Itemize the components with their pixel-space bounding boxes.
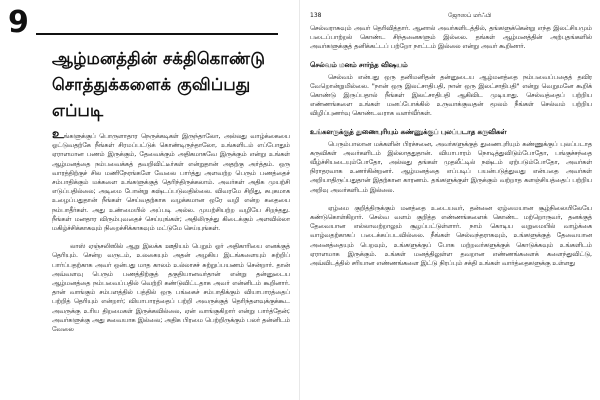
section-heading: செல்வம் மனம் சார்ந்த விஷயம் <box>310 60 408 69</box>
left-body <box>52 130 290 343</box>
page-number: 138 <box>310 12 322 19</box>
paragraph-text: லாஸ் ஏஞ்சலிஸில் ஆறு இலக்க ஊதியம் பெறும் ஓர் அதிகாரியை எனக்குத் தெரியும். சென்ற வருடம், உலகையும் அதன் அழகிய இடங்களையும் சுற்றிப் பார்ப்பதற்காக அவர் ஒன்பது மாத காலம் உல்லாசச் சுற்றுப்பயணம் சென்றார். தான் அவ்வளவு பெரும் பணத்திற்குத் தகுதியானவர்தான் என்று தன்னுடைய ஆழ்மனத்தை நம்பவைப்பதில் வெற்றி கண்டுவிட்டதாக அவர் என்னிடம் கூறினார். தான் வாங்கும் சம்பளத்தில் பத்தில் ஒரு பங்கைச் சம்பாதிக்கும் வியாபாரத்தைப் பற்றித் தெரியும் என்றார்; வியாபாரத்தைப் பற்றி அவருக்குத் தெரிந்தளவுக்குக்கூட அவருக்கு உரிய திறமைகள் இருக்கவில்லை, ஏன் வாங்குகிறார் என்று பார்த்தேன்; அவர்களுக்கு அது சுவையாக இல்லை; அதிக பிரமை பெற்றிருக்கும் பலர் தன்னிடம் வேலை <box>52 243 290 334</box>
section-heading: உங்களருக்குத் துணைபுரியும் கண்ணுக்குப் புலப்படாத கருவிகள் <box>310 127 507 136</box>
paragraph <box>52 242 290 334</box>
chapter-title <box>52 46 288 124</box>
paragraph: ஏழ்மை குறித்திருக்கும் மனத்தை உடையவர், தன்னை ஏழ்மையான சூழ்நிலையிலேயே கண்டுகொள்கிறார். செல்வ வளம் குறித்த எண்ணங்களைக் கொண்ட மற்றொருவர், தனக்குத் தேவையான எல்லாவற்றாலும் சூழப்பட்டுள்ளார். நாம் கொடிய வறுமையில் வாழ்க்கை வாழ்வதற்காகப் படைக்கப்படவில்லை. நீங்கள் செல்வந்தராகவும், உங்களுக்குத் தேவையான அனைத்தையும் பெறவும், உங்களுக்குப் போக மற்றவர்களுக்குக் கொடுக்கவும் உங்களிடம் ஏராளமாக இருக்கும். உங்கள் மனத்திலுள்ள தவறான எண்ணங்களைக் களைந்துவிட்டு, அவ்விடத்தில் சரியான எண்ணங்களை இட்டு நிரப்பும் சக்தி உங்கள் வார்த்தைகளுக்கு உள்ளது <box>310 204 592 268</box>
right-body <box>310 24 592 284</box>
paragraph: செல்வம் என்பது ஒரு தனிமனிதன் தன்னுடைய ஆழ்மனத்தை நம்பவைப்பதைத் தவிர வேறொன்றுமில்லை. "நான் ஒரு இலட்சாதிபதி, நான் ஒரு இலட்சாதிபதி" என்று வெறுமனே கூறிக் கொண்டு இருப்பதால் நீங்கள் இலட்சாதிபதி ஆகிவிட முடியாது. செல்வத்தைப் பற்றிய எண்ணங்களை உங்கள் மனப்போக்கில் உருவாக்குவதன் மூலம் நீங்கள் செல்வம் பற்றிய விழிப்புணர்வு கொண்டவராக வளர்வீர்கள். <box>310 73 592 118</box>
chapter-title-line-1: ஆழ்மனத்தின் சக்திகொண்டு <box>52 49 266 68</box>
chapter-rule <box>36 33 278 35</box>
paragraph: செல்வராசுவும் அவர் தெரிவித்தார். ஆனால் அவர்களிடத்தில், தங்களுக்கென்று எந்த இலட்சியமும் படைப்பாற்றல் கொண்ட சிந்தனைகளும் இல்லை. தங்கள் ஆழ்மனத்தின் அற்புதங்களில் அவர்களுக்குத் தனிக்கட்டப் பற்றோ நாட்டம் இல்லை என்று அவர் கூறினார். <box>310 25 592 51</box>
right-page <box>300 0 600 400</box>
chapter-title-line-2: சொத்துக்களைக் குவிப்பது எப்படி <box>52 75 251 120</box>
chapter-number: 9 <box>8 5 29 40</box>
drop-cap: உ <box>52 130 64 142</box>
paragraph <box>52 130 290 233</box>
running-header: ஜோஸப் மர்ஃபி <box>448 12 492 19</box>
paragraph-text: ங்களுக்குப் பொருளாதார நெருக்கடிகள் இருந்தாலோ, அல்லது வாழ்க்கையை ஓட்டுவதற்கே நீங்கள் சிரமப்பட்டுக் கொண்டிருந்தாலோ, உங்களிடம் எப்போதும் ஏராளமான பணம் இருக்கும், தேவைக்கும் அதிகமாகவே இருக்கும் என்று உங்கள் ஆழ்மனத்தை நம்பவைக்கத் தவறிவிட்டீர்கள் என்றுதான் அதற்கு அர்த்தம். ஒரு வாரத்திற்குச் சில மணிநேரங்களே வேலை பார்த்து அளவற்ற பெரும் பணத்தைச் சம்பாதிக்கும் மக்களை உங்களுக்குத் தெரிந்திருக்கலாம். அவர்கள் அதிக முயற்சி எடுப்பதில்லை; அடிமை போன்று கஷ்டப்படுவதில்லை. விவரமே சிறிது, சுபுகமாக உழைப்பதுதான் நீங்கள் செய்வதற்காக வழக்கமான ஒரே வழி என்ற கதையை நம்பாதீர்கள். அது உண்மையில் அப்படி அல்ல. முயற்சியற்ற வழியே சிறந்தது. நீங்கள் மனதார விரும்புவதைச் செய்யுங்கள்; அதிலிருந்து கிடைக்கும் அளவில்லா மகிழ்ச்சிக்காகவும் நிறைச்சிக்காகவும் மட்டுமே செய்யுங்கள். <box>52 133 290 233</box>
paragraph: பெரும்பாலான மக்களின் பிரச்சனை, அவர்களுக்குத் துணைபுரியும் கண்ணுக்குப் புலப்படாத கருவிகள் அவர்களிடம் இல்லாததுதான். வியாபாரம் நொடித்துவிடும்போதோ, பங்குச்சந்தை வீழ்ச்சியடையும்போதோ, அல்லது தங்கள் முதலீட்டில் நஷ்டம் ஏற்படும்போதோ, அவர்கள் நிராதரவாக உணர்கின்றனர். ஆழ்மனத்தை எப்படிப் பயன்படுத்துவது என்பதை அவர்கள் அறியாதிருப்பதுதான் இதற்கான காரணம். தங்களுக்குள் இருக்கும் வற்றாத களஞ்சியத்தைப் பற்றிய அறிவு அவர்களிடம் இல்லை. <box>310 140 592 194</box>
